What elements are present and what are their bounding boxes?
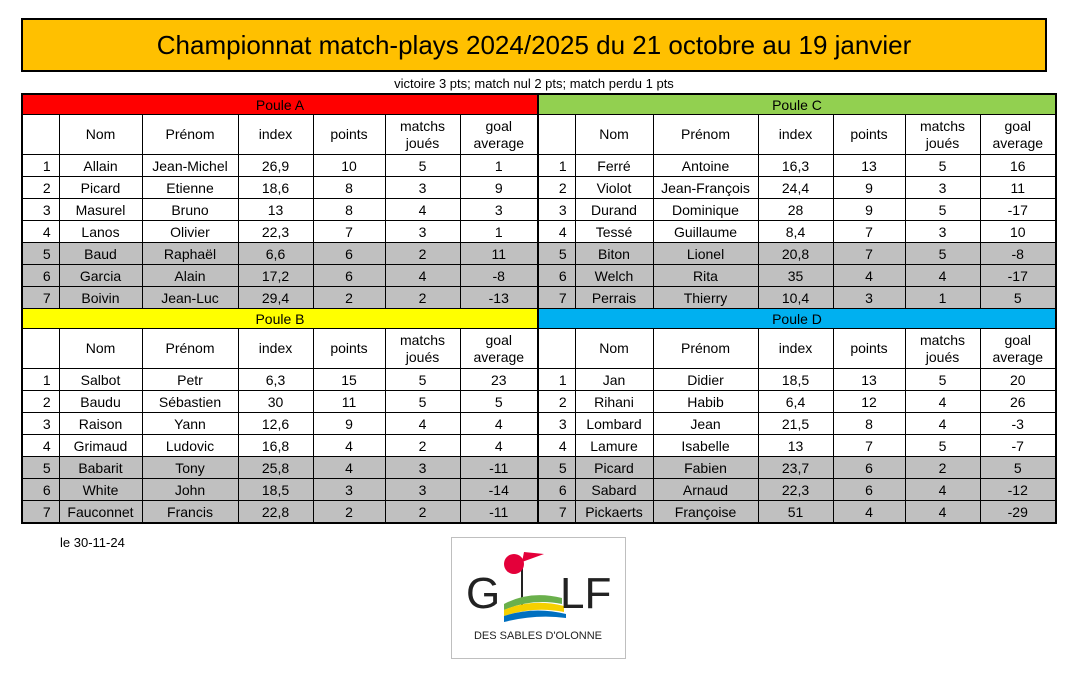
index-cell: 13 xyxy=(758,435,833,457)
points-cell: 7 xyxy=(833,435,905,457)
col-goal-line1: goal xyxy=(485,331,512,348)
nom-cell: Tessé xyxy=(575,221,653,243)
col-matchs-line1: matchs xyxy=(919,117,966,134)
goal-cell: 10 xyxy=(980,221,1056,243)
rank-cell: 5 xyxy=(22,243,59,265)
points-cell: 9 xyxy=(833,177,905,199)
rank-cell: 2 xyxy=(22,391,59,413)
col-points-header: points xyxy=(833,115,905,155)
matchs-cell: 4 xyxy=(905,265,980,287)
index-cell: 20,8 xyxy=(758,243,833,265)
rank-cell: 2 xyxy=(22,177,59,199)
col-rank-header xyxy=(538,115,575,155)
rank-cell: 6 xyxy=(538,479,575,501)
points-cell: 3 xyxy=(313,479,385,501)
goal-cell: -29 xyxy=(980,501,1056,524)
index-cell: 21,5 xyxy=(758,413,833,435)
table-row xyxy=(22,243,1056,265)
nom-cell: Lombard xyxy=(575,413,653,435)
table-row xyxy=(22,501,1056,524)
prenom-cell: Ludovic xyxy=(142,435,238,457)
prenom-cell: Petr xyxy=(142,369,238,391)
nom-cell: Sabard xyxy=(575,479,653,501)
col-matchs-line2: joués xyxy=(925,348,960,365)
col-prenom-header: Prénom xyxy=(653,329,758,369)
index-cell: 51 xyxy=(758,501,833,524)
points-cell: 11 xyxy=(313,391,385,413)
index-cell: 30 xyxy=(238,391,313,413)
col-rank-header xyxy=(538,329,575,369)
nom-cell: Biton xyxy=(575,243,653,265)
table-row xyxy=(22,155,1056,177)
col-points-header: points xyxy=(833,329,905,369)
table-row xyxy=(22,391,1056,413)
update-date: le 30-11-24 xyxy=(60,535,125,550)
col-matchs-line2: joués xyxy=(405,134,440,151)
points-cell: 6 xyxy=(313,265,385,287)
logo-letters-lf: LF xyxy=(560,569,612,618)
prenom-cell: Jean-Luc xyxy=(142,287,238,309)
goal-cell: -12 xyxy=(980,479,1056,501)
matchs-cell: 5 xyxy=(905,155,980,177)
rank-cell: 6 xyxy=(22,479,59,501)
matchs-cell: 3 xyxy=(385,177,460,199)
col-nom-header: Nom xyxy=(575,329,653,369)
rank-cell: 6 xyxy=(538,265,575,287)
prenom-cell: Rita xyxy=(653,265,758,287)
rank-cell: 1 xyxy=(22,369,59,391)
points-cell: 6 xyxy=(313,243,385,265)
nom-cell: Baud xyxy=(59,243,142,265)
logo-letter-g: G xyxy=(466,569,501,618)
index-cell: 23,7 xyxy=(758,457,833,479)
matchs-cell: 2 xyxy=(385,287,460,309)
table-row xyxy=(22,457,1056,479)
standings-table xyxy=(21,93,1057,524)
col-goal-line1: goal xyxy=(485,117,512,134)
goal-cell: 3 xyxy=(460,199,538,221)
matchs-cell: 2 xyxy=(385,435,460,457)
index-cell: 22,3 xyxy=(758,479,833,501)
points-cell: 2 xyxy=(313,501,385,524)
prenom-cell: Jean-Michel xyxy=(142,155,238,177)
rank-cell: 4 xyxy=(22,435,59,457)
points-cell: 4 xyxy=(313,457,385,479)
index-cell: 26,9 xyxy=(238,155,313,177)
matchs-cell: 2 xyxy=(905,457,980,479)
prenom-cell: Guillaume xyxy=(653,221,758,243)
rank-cell: 7 xyxy=(22,501,59,524)
flag-icon xyxy=(522,552,544,562)
matchs-cell: 3 xyxy=(905,221,980,243)
col-matchs-header xyxy=(905,329,980,369)
goal-cell: -13 xyxy=(460,287,538,309)
prenom-cell: Fabien xyxy=(653,457,758,479)
points-cell: 8 xyxy=(833,413,905,435)
rank-cell: 5 xyxy=(538,457,575,479)
matchs-cell: 3 xyxy=(385,457,460,479)
rank-cell: 2 xyxy=(538,391,575,413)
col-goal-line1: goal xyxy=(1004,331,1031,348)
points-cell: 10 xyxy=(313,155,385,177)
nom-cell: Baudu xyxy=(59,391,142,413)
index-cell: 16,8 xyxy=(238,435,313,457)
rank-cell: 3 xyxy=(22,199,59,221)
col-index-header: index xyxy=(238,329,313,369)
prenom-cell: Jean-François xyxy=(653,177,758,199)
col-nom-header: Nom xyxy=(575,115,653,155)
points-cell: 15 xyxy=(313,369,385,391)
col-goal-header xyxy=(980,115,1056,155)
nom-cell: Salbot xyxy=(59,369,142,391)
goal-cell: 11 xyxy=(460,243,538,265)
goal-cell: 5 xyxy=(460,391,538,413)
prenom-cell: Bruno xyxy=(142,199,238,221)
col-index-header: index xyxy=(238,115,313,155)
table-row xyxy=(22,479,1056,501)
col-matchs-line1: matchs xyxy=(399,331,446,348)
table-row xyxy=(22,265,1056,287)
col-matchs-line1: matchs xyxy=(919,331,966,348)
rank-cell: 1 xyxy=(538,369,575,391)
col-matchs-header xyxy=(385,115,460,155)
goal-cell: 1 xyxy=(460,155,538,177)
col-points-header: points xyxy=(313,115,385,155)
matchs-cell: 5 xyxy=(905,369,980,391)
rank-cell: 4 xyxy=(538,221,575,243)
points-cell: 2 xyxy=(313,287,385,309)
index-cell: 17,2 xyxy=(238,265,313,287)
poule-header-row xyxy=(22,94,1056,115)
prenom-cell: Etienne xyxy=(142,177,238,199)
col-goal-header xyxy=(980,329,1056,369)
points-cell: 8 xyxy=(313,177,385,199)
prenom-cell: Jean xyxy=(653,413,758,435)
matchs-cell: 5 xyxy=(905,199,980,221)
rank-cell: 3 xyxy=(538,413,575,435)
rank-cell: 7 xyxy=(22,287,59,309)
table-row xyxy=(22,199,1056,221)
index-cell: 25,8 xyxy=(238,457,313,479)
matchs-cell: 4 xyxy=(385,199,460,221)
rank-cell: 2 xyxy=(538,177,575,199)
index-cell: 24,4 xyxy=(758,177,833,199)
index-cell: 22,3 xyxy=(238,221,313,243)
rank-cell: 4 xyxy=(22,221,59,243)
matchs-cell: 4 xyxy=(385,265,460,287)
col-goal-line1: goal xyxy=(1004,117,1031,134)
col-rank-header xyxy=(22,329,59,369)
nom-cell: Perrais xyxy=(575,287,653,309)
prenom-cell: Sébastien xyxy=(142,391,238,413)
points-cell: 13 xyxy=(833,155,905,177)
index-cell: 18,5 xyxy=(238,479,313,501)
nom-cell: Picard xyxy=(59,177,142,199)
poule-header-a: Poule A xyxy=(22,94,538,115)
goal-cell: 20 xyxy=(980,369,1056,391)
col-matchs-line1: matchs xyxy=(399,117,446,134)
table-row xyxy=(22,413,1056,435)
nom-cell: Babarit xyxy=(59,457,142,479)
col-rank-header xyxy=(22,115,59,155)
index-cell: 8,4 xyxy=(758,221,833,243)
prenom-cell: Olivier xyxy=(142,221,238,243)
matchs-cell: 5 xyxy=(385,391,460,413)
nom-cell: Rihani xyxy=(575,391,653,413)
prenom-cell: Antoine xyxy=(653,155,758,177)
nom-cell: Jan xyxy=(575,369,653,391)
col-nom-header: Nom xyxy=(59,115,142,155)
col-nom-header: Nom xyxy=(59,329,142,369)
poule-header-c: Poule C xyxy=(538,94,1056,115)
points-cell: 6 xyxy=(833,479,905,501)
goal-cell: -7 xyxy=(980,435,1056,457)
logo-subtitle: DES SABLES D'OLONNE xyxy=(473,630,603,642)
matchs-cell: 4 xyxy=(905,391,980,413)
rank-cell: 4 xyxy=(538,435,575,457)
rank-cell: 7 xyxy=(538,287,575,309)
col-goal-header xyxy=(460,329,538,369)
goal-cell: -8 xyxy=(460,265,538,287)
goal-cell: -17 xyxy=(980,199,1056,221)
index-cell: 6,6 xyxy=(238,243,313,265)
points-cell: 7 xyxy=(833,243,905,265)
nom-cell: Pickaerts xyxy=(575,501,653,524)
index-cell: 16,3 xyxy=(758,155,833,177)
goal-cell: 9 xyxy=(460,177,538,199)
col-prenom-header: Prénom xyxy=(653,115,758,155)
column-header-row xyxy=(22,329,1056,369)
matchs-cell: 5 xyxy=(385,155,460,177)
points-cell: 7 xyxy=(833,221,905,243)
goal-cell: 5 xyxy=(980,457,1056,479)
nom-cell: Allain xyxy=(59,155,142,177)
nom-cell: Durand xyxy=(575,199,653,221)
prenom-cell: Didier xyxy=(653,369,758,391)
col-goal-header xyxy=(460,115,538,155)
goal-cell: 26 xyxy=(980,391,1056,413)
prenom-cell: Françoise xyxy=(653,501,758,524)
col-goal-line2: average xyxy=(992,348,1044,365)
golf-logo-graphic xyxy=(452,538,625,658)
prenom-cell: Raphaël xyxy=(142,243,238,265)
points-cell: 9 xyxy=(313,413,385,435)
nom-cell: Lanos xyxy=(59,221,142,243)
nom-cell: Ferré xyxy=(575,155,653,177)
rank-cell: 5 xyxy=(22,457,59,479)
rank-cell: 7 xyxy=(538,501,575,524)
goal-cell: -8 xyxy=(980,243,1056,265)
col-prenom-header: Prénom xyxy=(142,329,238,369)
index-cell: 18,6 xyxy=(238,177,313,199)
matchs-cell: 5 xyxy=(905,243,980,265)
column-header-row xyxy=(22,115,1056,155)
points-cell: 13 xyxy=(833,369,905,391)
matchs-cell: 4 xyxy=(905,479,980,501)
index-cell: 22,8 xyxy=(238,501,313,524)
goal-cell: 16 xyxy=(980,155,1056,177)
points-cell: 3 xyxy=(833,287,905,309)
golf-logo xyxy=(451,537,626,659)
goal-cell: -11 xyxy=(460,457,538,479)
scoring-rules: victoire 3 pts; match nul 2 pts; match perdu 1 pts xyxy=(394,76,674,91)
nom-cell: Boivin xyxy=(59,287,142,309)
index-cell: 10,4 xyxy=(758,287,833,309)
col-index-header: index xyxy=(758,115,833,155)
points-cell: 8 xyxy=(313,199,385,221)
points-cell: 4 xyxy=(833,265,905,287)
matchs-cell: 3 xyxy=(385,479,460,501)
matchs-cell: 4 xyxy=(385,413,460,435)
col-matchs-header xyxy=(905,115,980,155)
table-row xyxy=(22,221,1056,243)
matchs-cell: 2 xyxy=(385,243,460,265)
poule-header-b: Poule B xyxy=(22,309,538,329)
table-row xyxy=(22,435,1056,457)
col-goal-line2: average xyxy=(992,134,1044,151)
nom-cell: Violot xyxy=(575,177,653,199)
golf-ball-icon xyxy=(504,554,524,574)
index-cell: 18,5 xyxy=(758,369,833,391)
nom-cell: Welch xyxy=(575,265,653,287)
points-cell: 6 xyxy=(833,457,905,479)
table-row xyxy=(22,287,1056,309)
prenom-cell: Tony xyxy=(142,457,238,479)
rank-cell: 3 xyxy=(538,199,575,221)
index-cell: 6,3 xyxy=(238,369,313,391)
nom-cell: Raison xyxy=(59,413,142,435)
prenom-cell: Alain xyxy=(142,265,238,287)
rank-cell: 5 xyxy=(538,243,575,265)
nom-cell: Lamure xyxy=(575,435,653,457)
matchs-cell: 5 xyxy=(385,369,460,391)
nom-cell: Picard xyxy=(575,457,653,479)
goal-cell: -11 xyxy=(460,501,538,524)
index-cell: 12,6 xyxy=(238,413,313,435)
points-cell: 4 xyxy=(833,501,905,524)
rank-cell: 1 xyxy=(538,155,575,177)
prenom-cell: Lionel xyxy=(653,243,758,265)
matchs-cell: 2 xyxy=(385,501,460,524)
poule-header-row xyxy=(22,309,1056,329)
page-title: Championnat match-plays 2024/2025 du 21 octobre au 19 janvier xyxy=(21,18,1047,72)
prenom-cell: Yann xyxy=(142,413,238,435)
rank-cell: 6 xyxy=(22,265,59,287)
col-goal-line2: average xyxy=(473,134,525,151)
goal-cell: -14 xyxy=(460,479,538,501)
nom-cell: Fauconnet xyxy=(59,501,142,524)
table-row xyxy=(22,177,1056,199)
goal-cell: 5 xyxy=(980,287,1056,309)
goal-cell: 1 xyxy=(460,221,538,243)
matchs-cell: 4 xyxy=(905,413,980,435)
points-cell: 4 xyxy=(313,435,385,457)
col-matchs-header xyxy=(385,329,460,369)
nom-cell: Masurel xyxy=(59,199,142,221)
prenom-cell: Habib xyxy=(653,391,758,413)
prenom-cell: Francis xyxy=(142,501,238,524)
index-cell: 6,4 xyxy=(758,391,833,413)
goal-cell: 4 xyxy=(460,413,538,435)
goal-cell: 23 xyxy=(460,369,538,391)
prenom-cell: Dominique xyxy=(653,199,758,221)
index-cell: 29,4 xyxy=(238,287,313,309)
goal-cell: 4 xyxy=(460,435,538,457)
matchs-cell: 4 xyxy=(905,501,980,524)
col-matchs-line2: joués xyxy=(405,348,440,365)
col-matchs-line2: joués xyxy=(925,134,960,151)
index-cell: 28 xyxy=(758,199,833,221)
prenom-cell: Isabelle xyxy=(653,435,758,457)
index-cell: 35 xyxy=(758,265,833,287)
col-prenom-header: Prénom xyxy=(142,115,238,155)
rank-cell: 1 xyxy=(22,155,59,177)
rank-cell: 3 xyxy=(22,413,59,435)
points-cell: 7 xyxy=(313,221,385,243)
nom-cell: White xyxy=(59,479,142,501)
goal-cell: 11 xyxy=(980,177,1056,199)
col-points-header: points xyxy=(313,329,385,369)
prenom-cell: Thierry xyxy=(653,287,758,309)
prenom-cell: Arnaud xyxy=(653,479,758,501)
matchs-cell: 3 xyxy=(905,177,980,199)
prenom-cell: John xyxy=(142,479,238,501)
col-index-header: index xyxy=(758,329,833,369)
points-cell: 9 xyxy=(833,199,905,221)
points-cell: 12 xyxy=(833,391,905,413)
matchs-cell: 1 xyxy=(905,287,980,309)
col-goal-line2: average xyxy=(473,348,525,365)
matchs-cell: 3 xyxy=(385,221,460,243)
goal-cell: -17 xyxy=(980,265,1056,287)
poule-header-d: Poule D xyxy=(538,309,1056,329)
matchs-cell: 5 xyxy=(905,435,980,457)
index-cell: 13 xyxy=(238,199,313,221)
goal-cell: -3 xyxy=(980,413,1056,435)
table-row xyxy=(22,369,1056,391)
nom-cell: Garcia xyxy=(59,265,142,287)
nom-cell: Grimaud xyxy=(59,435,142,457)
